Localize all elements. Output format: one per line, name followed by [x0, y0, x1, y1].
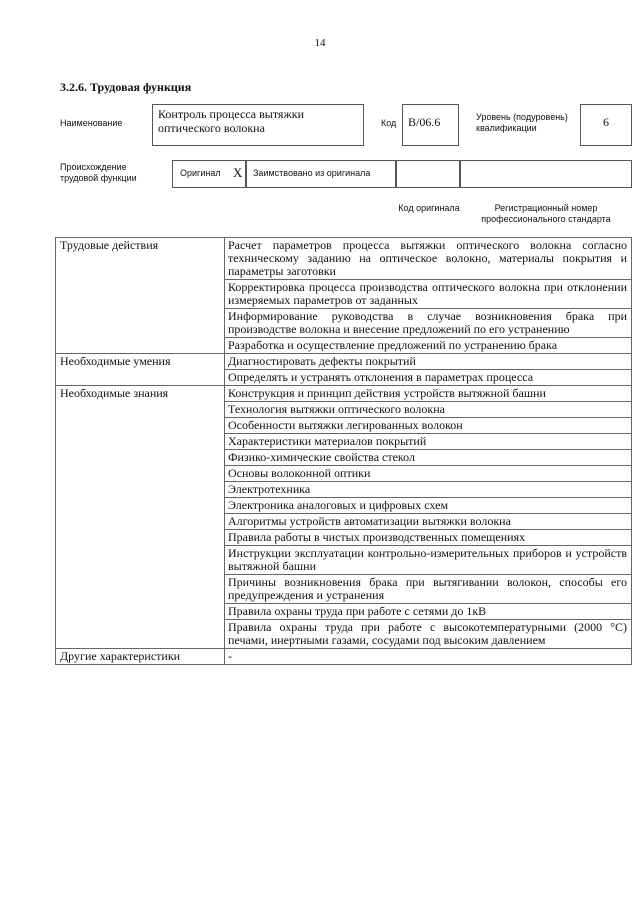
table-row	[56, 649, 632, 665]
section-item: Конструкция и принцип действия устройств вытяжной башни	[225, 386, 632, 402]
registration-caption: Регистрационный номер профессионального стандарта	[481, 203, 611, 224]
section-label: Необходимые знания	[56, 386, 225, 649]
function-code-value: В/06.6	[402, 104, 459, 146]
function-details-table	[55, 237, 632, 665]
page-number: 14	[314, 37, 326, 49]
section-item: Корректировка процесса производства оптического волокна при отклонении измеряемых параметров от заданных	[225, 280, 632, 309]
table-row	[56, 238, 632, 280]
original-code-cell	[396, 160, 460, 188]
registration-number-cell	[460, 160, 632, 188]
section-item: Правила работы в чистых производственных помещениях	[225, 530, 632, 546]
borrowed-label: Заимствовано из оригинала	[253, 168, 371, 178]
section-item: Электротехника	[225, 482, 632, 498]
section-item: Диагностировать дефекты покрытий	[225, 354, 632, 370]
section-item: Технология вытяжки оптического волокна	[225, 402, 632, 418]
section-item: Причины возникновения брака при вытягивании волокон, способы его предупреждения и устранения	[225, 575, 632, 604]
section-item: Разработка и осуществление предложений по устранению брака	[225, 338, 632, 354]
code-label: Код	[381, 118, 397, 128]
name-label: Наименование	[60, 118, 123, 128]
section-item: Правила охраны труда при работе с сетями до 1кВ	[225, 604, 632, 620]
section-item: Определять и устранять отклонения в параметрах процесса	[225, 370, 632, 386]
table-row	[56, 354, 632, 370]
section-item: Электроника аналоговых и цифровых схем	[225, 498, 632, 514]
section-item: Алгоритмы устройств автоматизации вытяжки волокна	[225, 514, 632, 530]
table-row	[56, 386, 632, 402]
section-item: Характеристики материалов покрытий	[225, 434, 632, 450]
section-label: Трудовые действия	[56, 238, 225, 354]
section-label: Необходимые умения	[56, 354, 225, 386]
level-value: 6	[580, 104, 632, 146]
section-item: Основы волоконной оптики	[225, 466, 632, 482]
level-label: Уровень (подуровень) квалификации	[476, 112, 568, 133]
section-item: Физико-химические свойства стекол	[225, 450, 632, 466]
section-item: Особенности вытяжки легированных волокон	[225, 418, 632, 434]
section-label: Другие характеристики	[56, 649, 225, 665]
function-name-value: Контроль процесса вытяжки оптического волокна	[152, 104, 364, 146]
section-item: Правила охраны труда при работе с высокотемпературными (2000 °С) печами, инертными газами, сосудами под высоким давлением	[225, 620, 632, 649]
original-label: Оригинал	[180, 168, 221, 178]
section-item: Инструкции эксплуатации контрольно-измерительных приборов и устройств вытяжной башни	[225, 546, 632, 575]
code-caption: Код оригинала	[398, 203, 460, 213]
section-item: Расчет параметров процесса вытяжки оптического волокна согласно техническому заданию на оптическое волокно, материалы покрытия и параметры заготовки	[225, 238, 632, 280]
original-mark: X	[233, 165, 243, 180]
origin-label: Происхождение трудовой функции	[60, 162, 137, 183]
section-item: -	[225, 649, 632, 665]
section-item: Информирование руководства в случае возникновения брака при производстве волокна и внесение предложений по его устранению	[225, 309, 632, 338]
section-title: 3.2.6. Трудовая функция	[60, 80, 192, 94]
